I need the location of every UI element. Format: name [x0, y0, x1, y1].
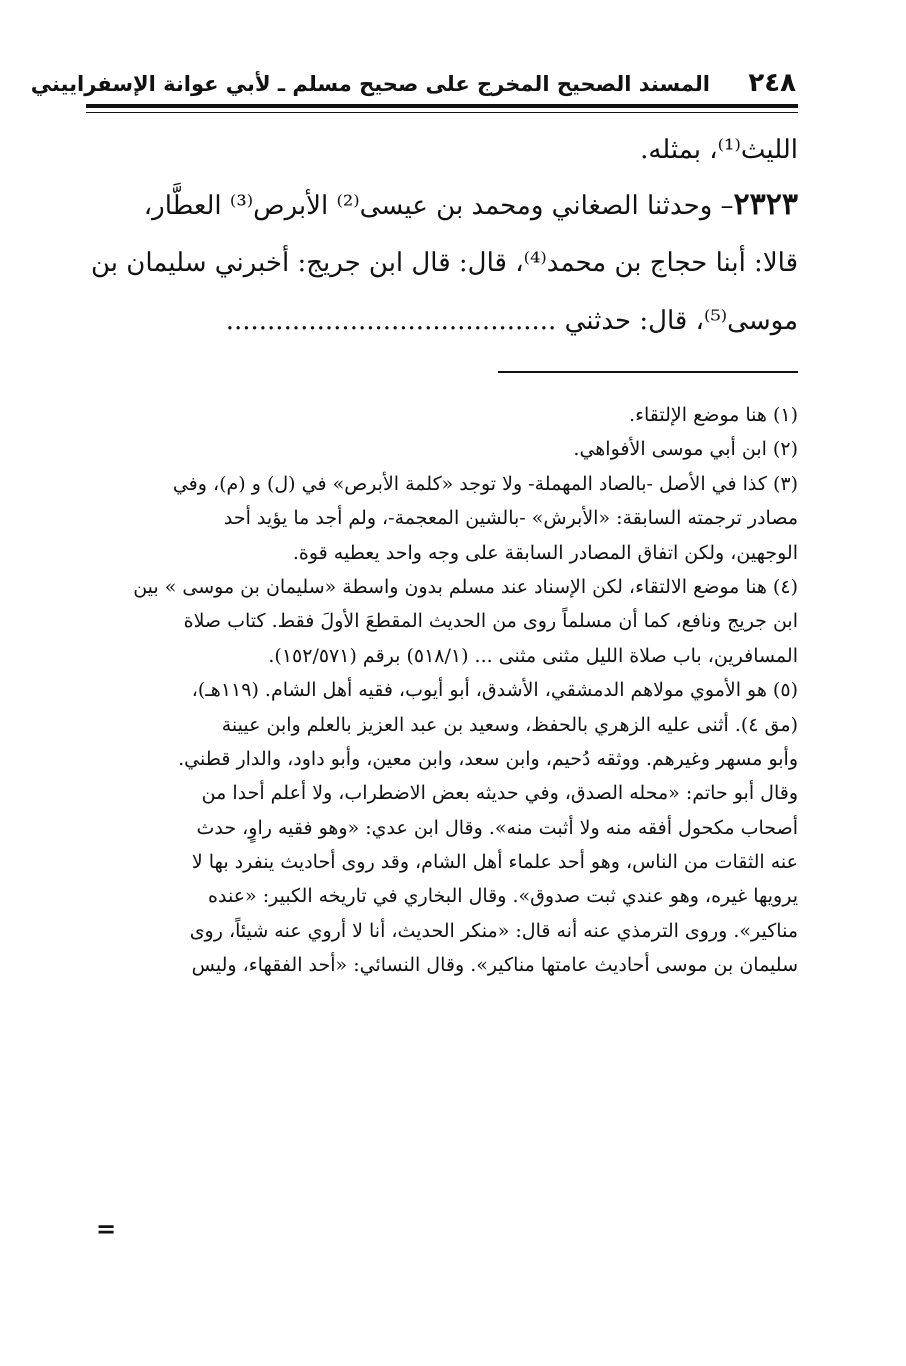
header-rule-thick — [86, 104, 798, 108]
main-line — [86, 176, 798, 234]
footnote-4: (٤) هنا موضع الالتقاء، لكن الإسناد عند مسلم بدون واسطة «سليمان بن موسى » بين — [133, 575, 798, 598]
footnote-5-line: أصحاب مكحول أفقه منه ولا أثبت منه». وقال ابن عدي: «وهو فقيه راوٍ، حدث — [196, 816, 798, 839]
footnote-5-line: سليمان بن موسى أحاديث عامتها مناكير». وقال النسائي: «أحد الفقهاء، وليس — [191, 954, 798, 977]
main-line-text: الليث⁽¹⁾، بمثله. — [640, 135, 798, 165]
main-line-text: قالا: أبنا حجاج بن محمد⁽⁴⁾، قال: قال ابن جريج: أخبرني سليمان بن — [90, 248, 798, 278]
ellipsis-dots: ........................................ — [225, 306, 557, 336]
continuation-mark: = — [96, 1214, 117, 1243]
footnote-3-line: الوجهين، ولكن اتفاق المصادر السابقة على وجه واحد يعطيه قوة. — [292, 541, 798, 564]
main-line-text: – وحدثنا الصغاني ومحمد بن عيسى⁽²⁾ الأبرص⁽³⁾ العطَّار، — [143, 191, 734, 221]
footnote-3-line: مصادر ترجمته السابقة: «الأبرش» -بالشين المعجمة-، ولم أجد ما يؤيد أحد — [223, 507, 798, 530]
running-header — [30, 66, 796, 106]
main-line — [86, 292, 798, 350]
footnote-4-line: المسافرين، باب صلاة الليل مثنى مثنى ... (٥١٨/١) برقم (١٥٢/٥٧١). — [268, 644, 798, 667]
footnote-5-line: مناكير». وروى الترمذي عنه أنه قال: «منكر الحديث، أنا لا أروي عنه شيئاً، روى — [189, 919, 798, 942]
footnote-5-line: وأبو مسهر وغيرهم. ووثقه دُحيم، وابن سعد، وابن معين، وأبو داود، والدار قطني. — [178, 747, 798, 770]
main-line — [86, 124, 798, 176]
page-number: ٢٤٨ — [748, 68, 796, 98]
footnote-2: (٢) ابن أبي موسى الأفواهي. — [573, 438, 798, 461]
main-line-text: موسى⁽⁵⁾، قال: حدثني — [564, 306, 798, 336]
footnote-5-line: يرويها غيره، وهو عندي ثبت صدوق». وقال البخاري في تاريخه الكبير: «عنده — [208, 885, 798, 908]
main-text — [86, 124, 798, 350]
footnotes — [86, 398, 798, 983]
footnote-4-line: ابن جريج ونافع، كما أن مسلماً روى من الحديث المقطعَ الأولَ فقط. كتاب صلاة — [183, 610, 798, 633]
footnote-5: (٥) هو الأموي مولاهم الدمشقي، الأشدق، أبو أيوب، فقيه أهل الشام. (١١٩هـ)، — [191, 679, 798, 702]
footnote-3: (٣) كذا في الأصل -بالصاد المهملة- ولا توجد «كلمة الأبرص» في (ل) و (م)، وفي — [172, 472, 798, 495]
hadith-number: ٢٣٢٣ — [733, 187, 798, 222]
header-rule-thin — [86, 112, 798, 113]
footnote-separator — [498, 371, 798, 373]
footnote-1: (١) هنا موضع الإلتقاء. — [629, 404, 798, 426]
main-line — [86, 234, 798, 292]
footnote-5-line: (مق ٤). أثنى عليه الزهري بالحفظ، وسعيد بن عبد العزيز بالعلم وابن عيينة — [221, 713, 798, 736]
footnote-5-line: وقال أبو حاتم: «محله الصدق، وفي حديثه بعض الاضطراب، ولا أعلم أحدا من — [201, 782, 798, 805]
book-title: المسند الصحيح المخرج على صحيح مسلم ـ لأبي عوانة الإسفراييني — [30, 72, 710, 96]
footnote-5-line: عنه الثقات من الناس، وهو أحد علماء أهل الشام، وقد روى أحاديث ينفرد بها لا — [191, 851, 798, 874]
